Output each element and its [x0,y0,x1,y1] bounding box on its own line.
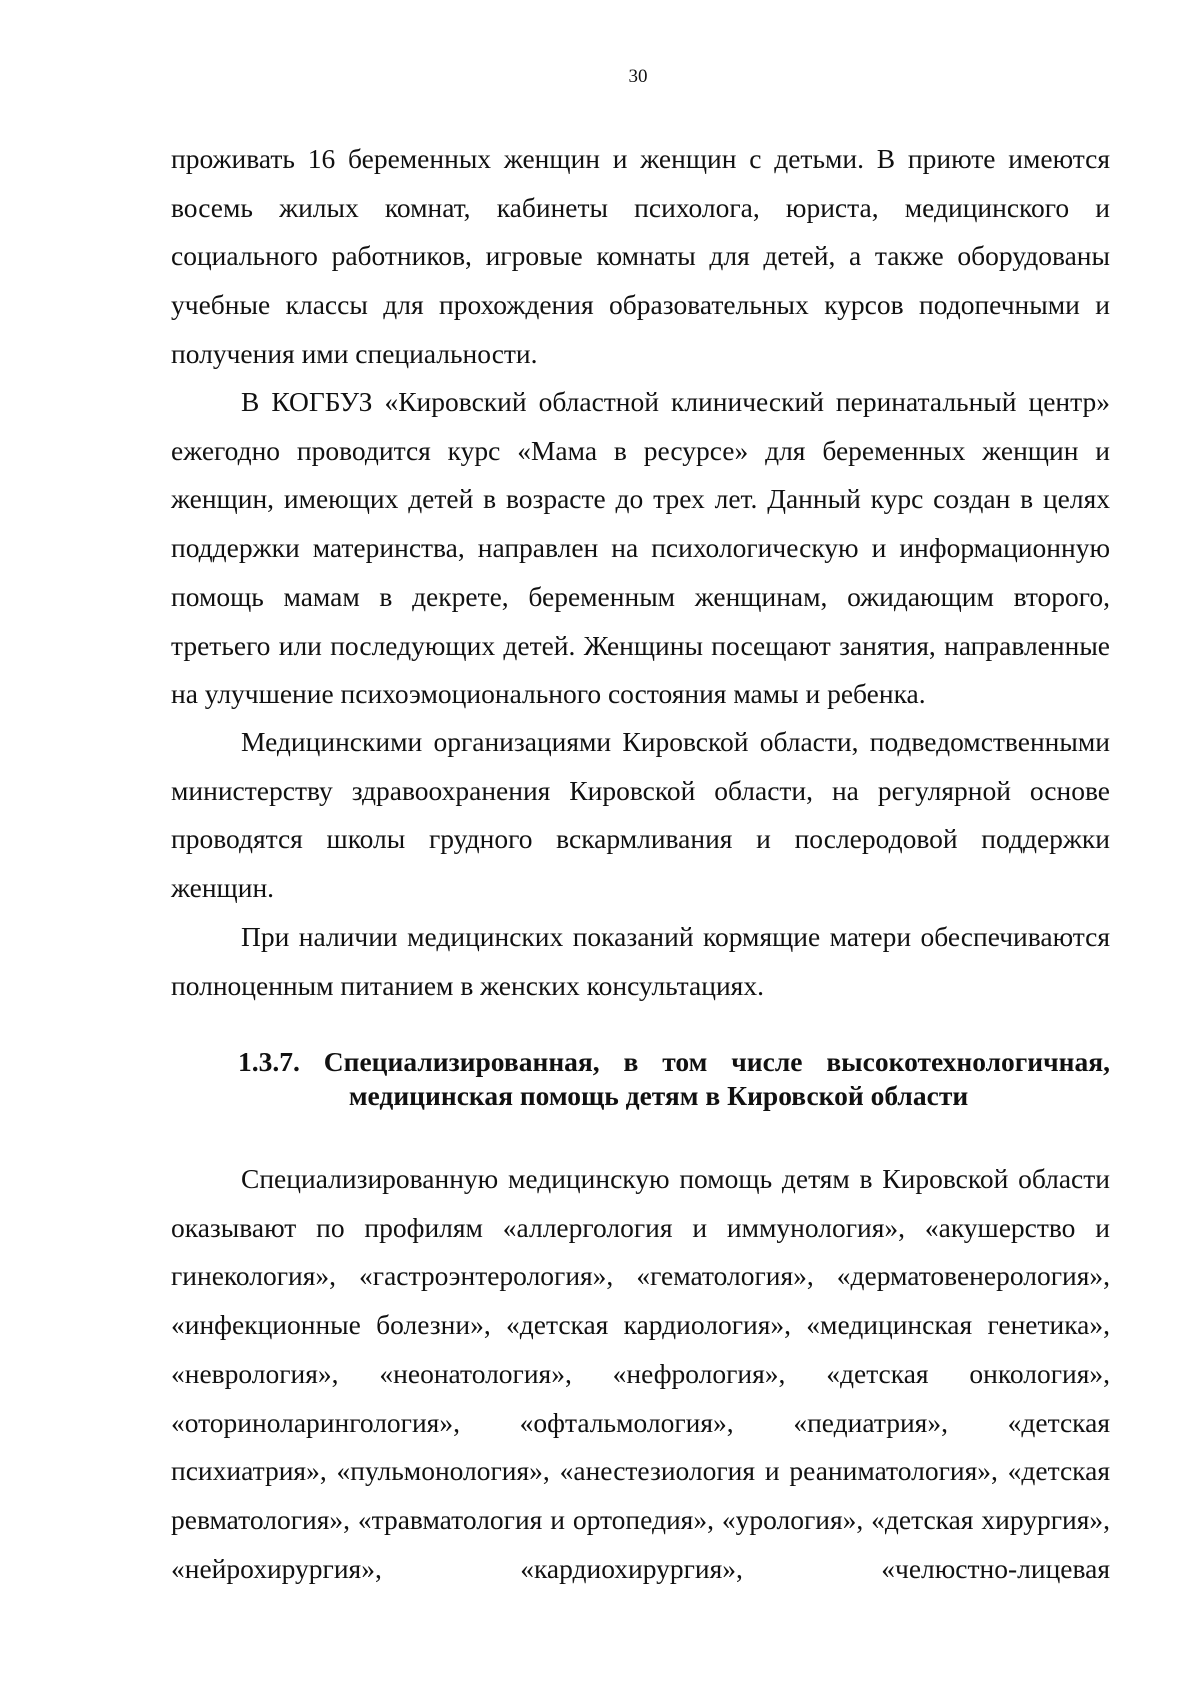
paragraph-perinatal-center: В КОГБУЗ «Кировский областной клинический перинатальный центр» ежегодно проводится курс «Мама в ресурсе» для беременных женщин и женщин, имеющих детей в возрасте до трех лет. Данный курс создан в целях поддержки материнства, направлен на психологическую и информационную помощь мамам в декрете, беременным женщинам, ожидающим второго, третьего или последующих детей. Женщины посещают занятия, направленные на улучшение психоэмоционального состояния мамы и ребенка. [171,386,1110,710]
paragraph-breastfeeding-schools: Медицинскими организациями Кировской области, подведомственными министерству здравоохранения Кировской области, на регулярной основе проводятся школы грудного вскармливания и послеродовой поддержки женщин. [171,726,1110,904]
section-heading-line2: медицинская помощь детям в Кировской области [348,1080,969,1111]
paragraph-nutrition: При наличии медицинских показаний кормящие матери обеспечиваются полноценным питанием в женских консультациях. [171,921,1110,1001]
section-heading-line1: 1.3.7. Специализированная, в том числе высокотехнологичная, [238,1046,1110,1077]
section-heading [171,1045,1110,1113]
page-number: 30 [628,66,648,87]
paragraph-shelter: проживать 16 беременных женщин и женщин с детьми. В приюте имеются восемь жилых комнат, кабинеты психолога, юриста, медицинского и социального работников, игровые комнаты для детей, а также оборудованы учебные классы для прохождения образовательных курсов подопечными и получения ими специальности. [171,143,1110,369]
paragraph-specialized-care: Специализированную медицинскую помощь детям в Кировской области оказывают по профилям «аллергология и иммунология», «акушерство и гинекология», «гастроэнтерология», «гематология», «дерматовенерология», «инфекционные болезни», «детская кардиология», «медицинская генетика», «неврология», «неонатология», «нефрология», «детская онкология», «оториноларингология», «офтальмология», «педиатрия», «детская психиатрия», «пульмонология», «анестезиология и реаниматология», «детская ревматология», «травматология и ортопедия», «урология», «детская хирургия», «нейрохирургия», «кардиохирургия», «челюстно-лицевая [171,1163,1110,1584]
